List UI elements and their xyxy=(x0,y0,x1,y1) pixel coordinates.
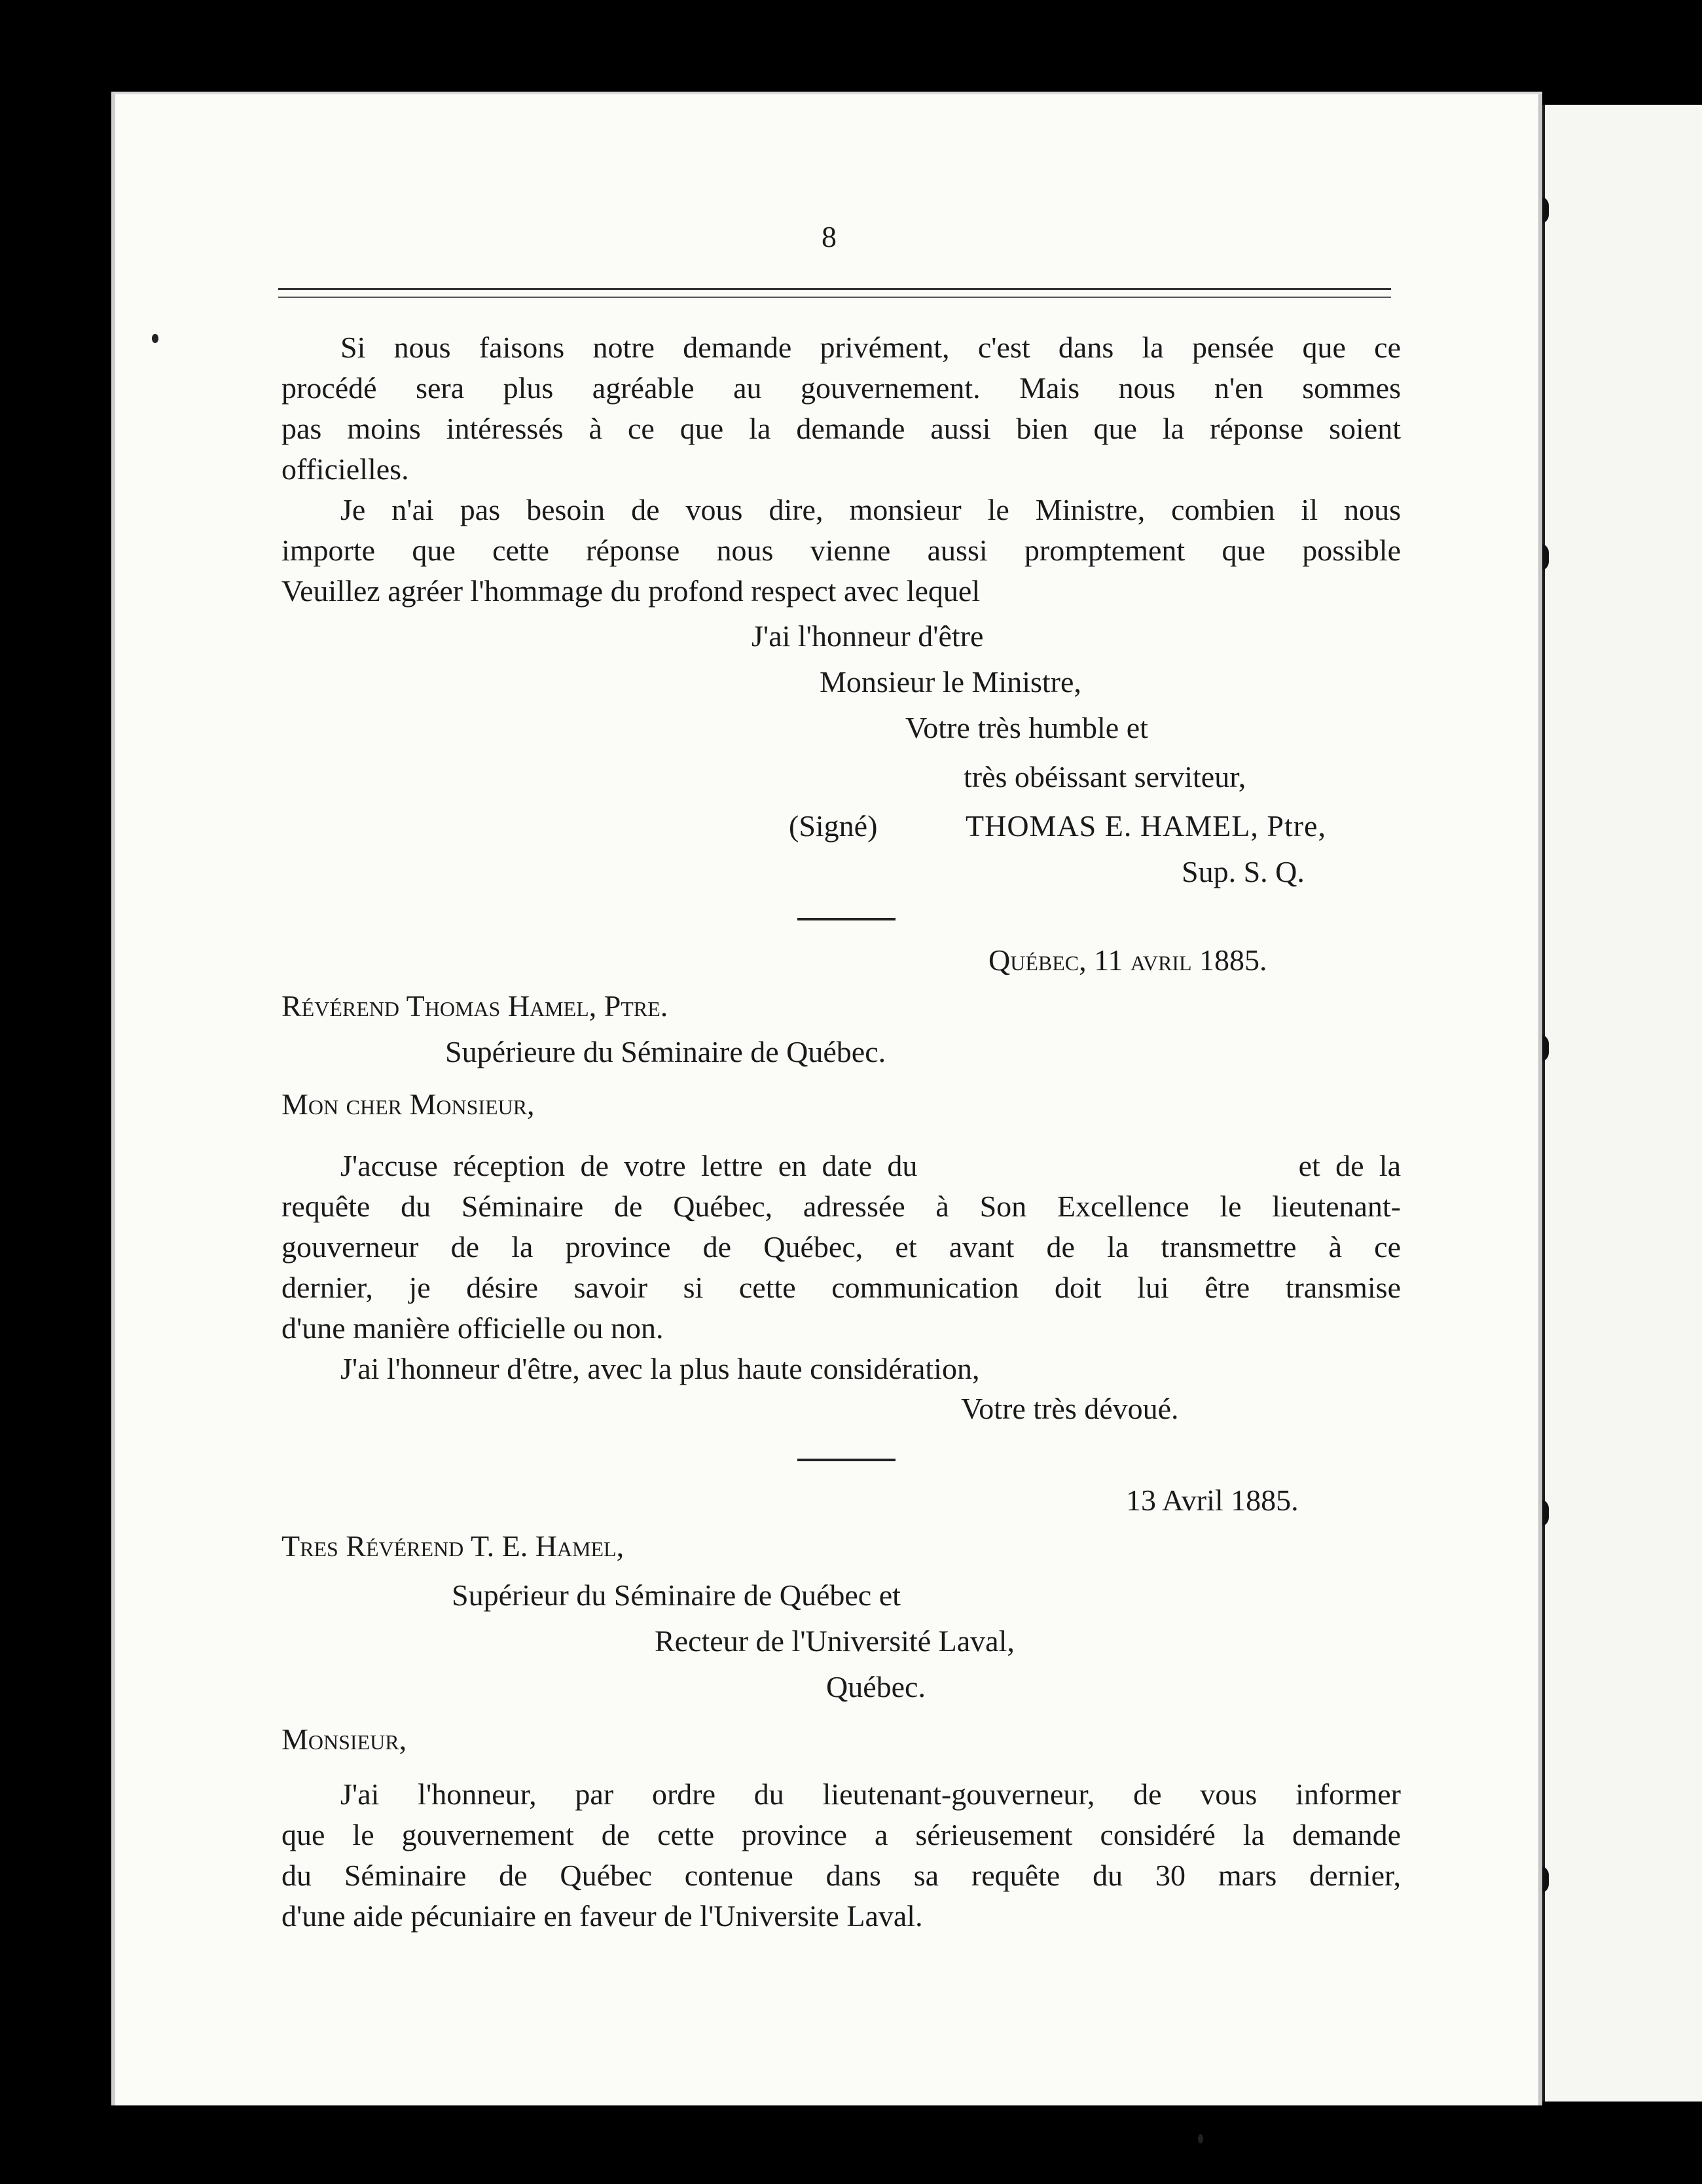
letter1-closing: Votre très humble et xyxy=(905,711,1148,744)
letter3-addressee: Tres Révérend T. E. Hamel, xyxy=(281,1529,625,1563)
letter1-line: importe que cette réponse nous vienne aussi promptement que possible xyxy=(281,534,1401,567)
signature: THOMAS E. HAMEL, Ptre, xyxy=(966,809,1326,843)
letter1-closing: J'ai l'honneur d'être xyxy=(751,619,984,653)
letter1-line: Veuillez agréer l'hommage du profond respect avec lequel xyxy=(281,574,981,608)
letter3-date: 13 Avril 1885. xyxy=(1126,1483,1299,1517)
letter1-line: Si nous faisons notre demande privément, c'est dans la pensée que ce xyxy=(340,331,1401,364)
letter2-salutation: Mon cher Monsieur, xyxy=(281,1087,535,1121)
adjacent-page-edge xyxy=(1538,105,1702,2102)
letter3-line: que le gouvernement de cette province a sérieusement considéré la demande xyxy=(281,1818,1401,1851)
letter2-line: gouverneur de la province de Québec, et avant de la transmettre à ce xyxy=(281,1230,1401,1264)
letter3-address-line: Supérieur du Séminaire de Québec et xyxy=(452,1578,901,1612)
signature-title: Sup. S. Q. xyxy=(1182,855,1305,888)
letter2-date: Québec, 11 avril 1885. xyxy=(988,943,1267,977)
letter3-line: d'une aide pécuniaire en faveur de l'Universite Laval. xyxy=(281,1899,923,1933)
signed-label: (Signé) xyxy=(789,809,878,843)
letter1-closing: très obéissant serviteur, xyxy=(964,760,1246,793)
scan-speck xyxy=(152,334,158,343)
letter1-closing: Monsieur le Ministre, xyxy=(820,665,1081,699)
letter1-line: pas moins intéressés à ce que la demande aussi bien que la réponse soient xyxy=(281,412,1401,445)
scan-speck xyxy=(1198,2134,1203,2143)
letter1-line: procédé sera plus agréable au gouvernement. Mais nous n'en sommes xyxy=(281,371,1401,405)
separator-rule xyxy=(797,1459,896,1461)
page-number: 8 xyxy=(822,220,837,253)
letter3-line: J'ai l'honneur, par ordre du lieutenant-gouverneur, de vous informer xyxy=(340,1777,1401,1811)
letter2-line: requête du Séminaire de Québec, adressée à Son Excellence le lieutenant- xyxy=(281,1190,1401,1223)
header-rule xyxy=(278,288,1391,298)
letter3-address-line: Québec. xyxy=(826,1670,926,1703)
letter2-line: J'accuse réception de votre lettre en date du et de la xyxy=(340,1149,1401,1182)
letter3-address-line: Recteur de l'Université Laval, xyxy=(655,1624,1015,1658)
letter3-line: du Séminaire de Québec contenue dans sa requête du 30 mars dernier, xyxy=(281,1859,1401,1892)
letter2-addressee: Révérend Thomas Hamel, Ptre. xyxy=(281,989,668,1023)
letter2-line: J'ai l'honneur d'être, avec la plus haute considération, xyxy=(340,1352,980,1385)
letter1-line: Je n'ai pas besoin de vous dire, monsieur le Ministre, combien il nous xyxy=(340,493,1401,526)
letter2-line: dernier, je désire savoir si cette communication doit lui être transmise xyxy=(281,1271,1401,1304)
letter1-line: officielles. xyxy=(281,452,409,486)
letter2-line: d'une manière officielle ou non. xyxy=(281,1311,664,1345)
separator-rule xyxy=(797,918,896,920)
letter2-closing: Votre très dévoué. xyxy=(961,1392,1179,1425)
letter3-salutation: Monsieur, xyxy=(281,1722,407,1756)
letter2-addressee-title: Supérieure du Séminaire de Québec. xyxy=(445,1035,886,1068)
